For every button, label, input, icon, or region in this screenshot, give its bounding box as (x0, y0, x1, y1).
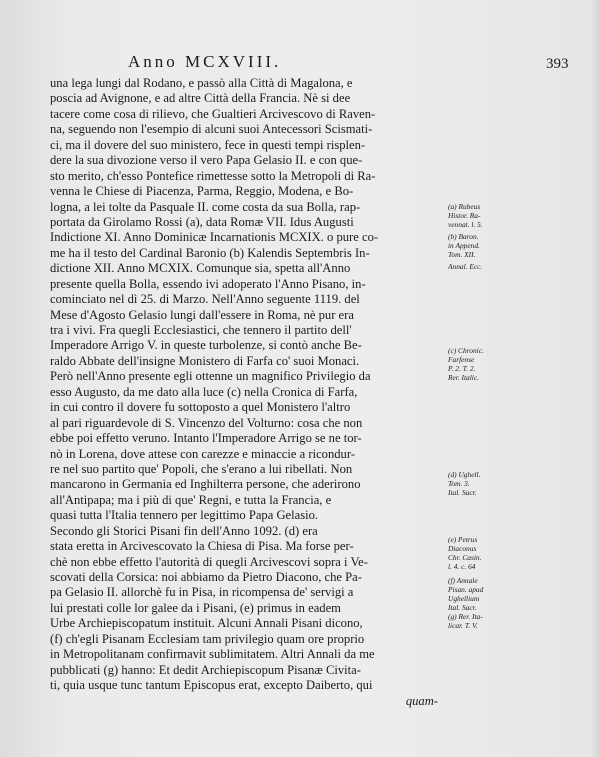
text-line: poscia ad Avignone, e ad altre Città della Francia. Nè si dee (50, 91, 351, 106)
text-line: una lega lungi dal Rodano, e passò alla Città di Magalona, e (50, 76, 353, 90)
margin-note-line: Ughellium (448, 594, 480, 603)
text-line: pa Gelasio II. allorchè fu in Pisa, in ricompensa de' servigi a (50, 585, 354, 600)
text-line: tra i vivi. Fra quegli Ecclesiastici, che tennero il partito dell' (50, 323, 352, 337)
text-line: ci, ma il dovere del suo ministero, fece in questi tempi risplen- (50, 137, 366, 152)
text-line: venna le Chiese di Piacenza, Parma, Reggio, Modena, e Bo- (50, 184, 354, 199)
text-line: raldo Abbate dell'insigne Monistero di Farfa co' suoi Monaci. (50, 353, 360, 368)
text-line: chè non ebbe effetto l'autorità di quegli Arcivescovi sopra i Ve- (50, 554, 368, 569)
text-line: presente quella Bolla, essendo ivi adoperato l'Anno Pisano, in- (50, 276, 366, 291)
margin-note-line: Chr. Casin. (448, 553, 482, 562)
text-line: in cui contro il dovere fu sottoposto a quel Monistero l'altro (50, 400, 351, 415)
text-line: dictione XII. Anno MCXIX. Comunque sia, spetta all'Anno (50, 261, 351, 276)
margin-note-line: licar. T. V. (448, 621, 478, 630)
text-line: Urbe Archiepiscopatum instituit. Alcuni Annali Pisani dicono, (50, 616, 363, 631)
margin-note-line: (e) Petrus (448, 535, 478, 544)
margin-note-line: Tom. 3. (448, 479, 470, 488)
margin-note-line: Annal. Ecc. (448, 262, 483, 271)
text-line: stata eretta in Arcivescovato la Chiesa di Pisa. Ma forse per- (50, 539, 354, 554)
text-line: tacere come cosa di rilievo, che Gualtieri Arcivescovo di Raven- (50, 106, 376, 121)
margin-note-line: (g) Rer. Ita- (448, 612, 483, 621)
text-line: Imperadore Arrigo V. in queste turbolenze, si contò anche Be- (50, 338, 362, 353)
text-line: pubblicati (g) hanno: Et dedit Archiepiscopum Pisanæ Civita- (50, 662, 361, 677)
text-line: re nel suo partito que' Popoli, che s'erano a lui ribellati. Non (50, 461, 353, 476)
text-line: na, seguendo non l'esempio di alcuni suoi Antecessori Scismati- (50, 122, 373, 137)
text-line: in Metropolitanam confirmavit sublimitatem. Altri Annali da me (50, 647, 375, 662)
margin-note-line: Ital. Sacr. (448, 488, 477, 497)
text-line: ebbe poi effetto veruno. Intanto l'Imperadore Arrigo se ne tor- (50, 431, 362, 446)
text-line: mancarono in Germania ed Inghilterra persone, che aderirono (50, 477, 361, 492)
margin-note-line: Ital. Sacr. (448, 603, 477, 612)
margin-note-line: (c) Chronic. (448, 346, 484, 355)
text-line: ti, quia usque tunc tantum Episcopus erat, excepto Daiberto, qui (50, 678, 373, 693)
margin-note-line: Farfense (448, 355, 475, 364)
text-line: scovati della Corsica: noi abbiamo da Pietro Diacono, che Pa- (50, 570, 362, 584)
margin-note-line: Histor. Ra- (448, 211, 481, 220)
page-header (0, 44, 600, 74)
text-line: portata da Girolamo Rossi (a), data Romæ VII. Idus Augusti (50, 214, 354, 229)
text-line: dere la sua divozione verso il vero Papa Gelasio II. e con que- (50, 153, 363, 168)
catchword: quam- (405, 693, 438, 708)
text-line: lui prestati colle lor galee da i Pisani, (e) primus in eadem (50, 600, 341, 615)
text-line: me ha il testo del Cardinal Baronio (b) Kalendis Septembris In- (50, 245, 370, 260)
margin-note-line: Pisan. apud (448, 585, 484, 594)
text-line: cominciato nel dì 25. di Marzo. Nell'Anno seguente 1119. del (50, 292, 360, 307)
margin-note-line: (b) Baron. (448, 232, 479, 241)
text-line: sto merito, ch'esso Pontefice rimettesse sotto la Metropoli di Ra- (50, 168, 376, 183)
body-text (50, 76, 438, 709)
margin-note-line: Tom. XII. (448, 250, 476, 259)
running-title: Anno MCXVIII. (128, 52, 282, 71)
text-line: Secondo gli Storici Pisani fin dell'Anno 1092. (d) era (50, 523, 318, 538)
text-line: Però nell'Anno presente egli ottenne un magnifico Privilegio da (50, 369, 371, 384)
text-line: Indictione XI. Anno Dominicæ Incarnationis MCXIX. o pure co- (50, 230, 379, 245)
margin-note-line: Rer. Italic. (448, 373, 479, 382)
text-line: nò in Lorena, dove attese con carezze e minaccie a ricondur- (50, 446, 355, 461)
margin-note-line: (a) Rubeus (448, 202, 481, 211)
text-line: al pari riguardevole di S. Vincenzo del Volturno: cosa che non (50, 415, 363, 430)
margin-note-line: (f) Annale (448, 576, 478, 585)
text-line: quasi tutta l'Italia tennero per legittimo Papa Gelasio. (50, 508, 319, 523)
page-number: 393 (546, 56, 569, 72)
text-line: (f) ch'egli Pisanam Ecclesiam tam privilegio quam ore proprio (50, 631, 365, 646)
text-line: logna, a lei tolte da Pasquale II. come costa da sua Bolla, rap- (50, 199, 361, 214)
margin-note-line: vennat. l. 5. (448, 220, 483, 229)
margin-note-line: in Append. (448, 241, 480, 250)
margin-note-line: Diaconus (448, 544, 477, 553)
margin-note-line: P. 2. T. 2. (448, 364, 476, 373)
margin-note-line: l. 4. c. 64 (448, 562, 476, 571)
text-line: Mese d'Agosto Gelasio lungi dall'essere in Roma, nè pur era (50, 307, 354, 322)
margin-note-line: (d) Ughell. (448, 470, 481, 479)
text-line: all'Antipapa; ma i più di que' Regni, e tutta la Francia, e (50, 492, 332, 507)
text-line: esso Augusto, da me dato alla luce (c) nella Cronica di Farfa, (50, 384, 358, 399)
